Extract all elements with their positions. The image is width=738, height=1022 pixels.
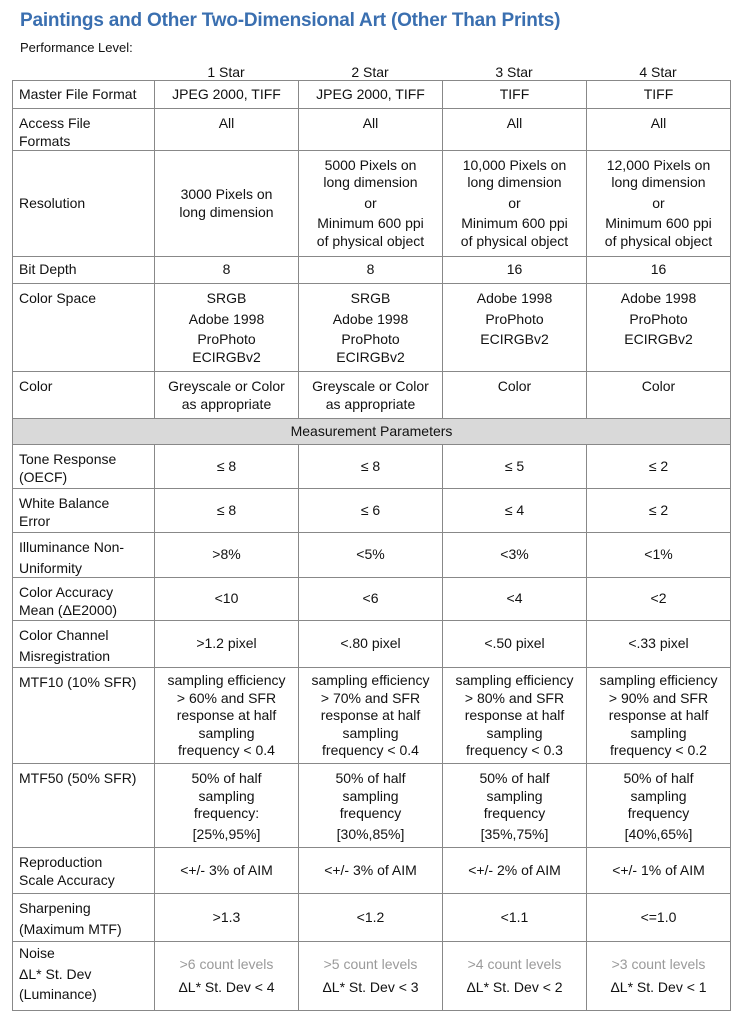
row-label-line: White Balance — [19, 495, 110, 511]
table-cell: JPEG 2000, TIFF — [299, 81, 443, 109]
table-cell: All — [443, 109, 587, 151]
cell-line: 3000 Pixels on — [180, 186, 273, 202]
cell-line: Greyscale or Color — [312, 378, 429, 394]
table-row-color-space — [13, 284, 731, 372]
row-label-line: ΔL* St. Dev — [19, 965, 92, 982]
row-label-line: (Luminance) — [19, 986, 97, 1002]
cell-line: 5000 Pixels on — [324, 156, 417, 173]
row-label — [13, 533, 155, 578]
cell-line: ECIRGBv2 — [624, 331, 693, 347]
cell-line: ECIRGBv2 — [192, 348, 261, 365]
performance-table — [12, 80, 731, 1011]
table-cell: 8 — [155, 257, 299, 284]
cell-line: > 90% and SFR — [608, 689, 709, 706]
table-cell: ≤ 4 — [443, 489, 587, 533]
table-cell: <6 — [299, 578, 443, 621]
cell-line: sampling — [342, 724, 399, 741]
cell-line: as appropriate — [181, 395, 272, 412]
row-label: Color Space — [13, 284, 155, 372]
table-row-color-accuracy — [13, 578, 731, 621]
cell-line: 50% of half — [623, 770, 694, 786]
row-label-line: Sharpening — [19, 900, 91, 916]
cell-line: ΔL* St. Dev < 4 — [178, 979, 275, 995]
cell-line: sampling — [630, 724, 687, 741]
table-cell: <4 — [443, 578, 587, 621]
table-cell — [443, 668, 587, 764]
table-row-noise — [13, 942, 731, 1011]
star-column-headers — [154, 64, 730, 80]
table-cell: ≤ 6 — [299, 489, 443, 533]
cell-line: sampling efficiency — [599, 672, 718, 688]
cell-line: sampling efficiency — [455, 672, 574, 688]
cell-line: 50% of half — [335, 770, 406, 786]
table-cell — [155, 668, 299, 764]
cell-line: frequency < 0.2 — [610, 742, 707, 758]
table-cell: 16 — [443, 257, 587, 284]
cell-line: [40%,65%] — [624, 825, 693, 842]
row-label — [13, 109, 155, 151]
table-cell — [587, 668, 731, 764]
table-cell: <5% — [299, 533, 443, 578]
cell-line: Adobe 1998 — [476, 290, 553, 306]
cell-line: of physical object — [316, 232, 425, 249]
table-row-tone-response — [13, 445, 731, 489]
table-cell: ≤ 8 — [155, 489, 299, 533]
cell-line: of physical object — [460, 232, 569, 249]
table-cell — [443, 764, 587, 848]
cell-line: long dimension — [323, 174, 418, 191]
row-label — [13, 578, 155, 621]
cell-line: ΔL* St. Dev < 3 — [322, 979, 419, 995]
count-levels: >3 count levels — [611, 955, 706, 972]
row-label-line: Scale Accuracy — [19, 871, 115, 888]
cell-line: 10,000 Pixels on — [462, 156, 567, 173]
table-cell: TIFF — [587, 81, 731, 109]
table-cell: >8% — [155, 533, 299, 578]
table-row-scale-accuracy — [13, 848, 731, 894]
table-cell: >1.2 pixel — [155, 621, 299, 668]
table-cell: ≤ 8 — [299, 445, 443, 489]
table-cell: Color — [443, 372, 587, 419]
cell-line: sampling — [342, 787, 399, 804]
cell-line: > 60% and SFR — [176, 689, 277, 706]
table-cell — [155, 942, 299, 1011]
table-cell — [587, 284, 731, 372]
table-row-mtf50 — [13, 764, 731, 848]
row-label-line: Color Channel — [19, 627, 109, 643]
table-cell — [587, 942, 731, 1011]
table-cell — [443, 284, 587, 372]
cell-line: Greyscale or Color — [168, 378, 285, 394]
row-label — [13, 848, 155, 894]
cell-line: SRGB — [206, 290, 247, 306]
cell-line: ProPhoto — [485, 310, 544, 327]
cell-line: ProPhoto — [629, 310, 688, 327]
table-cell — [587, 151, 731, 257]
cell-line: of physical object — [604, 232, 713, 249]
table-cell: <+/- 3% of AIM — [155, 848, 299, 894]
table-cell: JPEG 2000, TIFF — [155, 81, 299, 109]
table-cell: <.80 pixel — [299, 621, 443, 668]
cell-line: as appropriate — [325, 395, 416, 412]
cell-line: Minimum 600 ppi — [461, 215, 568, 232]
table-row-white-balance — [13, 489, 731, 533]
table-cell: >1.3 — [155, 894, 299, 942]
table-cell — [299, 284, 443, 372]
table-cell: <1.2 — [299, 894, 443, 942]
row-label: Bit Depth — [13, 257, 155, 284]
table-cell: 8 — [299, 257, 443, 284]
row-label: Resolution — [13, 151, 155, 257]
cell-line: Minimum 600 ppi — [605, 215, 712, 232]
table-cell: ≤ 5 — [443, 445, 587, 489]
cell-line: response at half — [176, 707, 277, 723]
count-levels: >5 count levels — [323, 955, 418, 972]
section-header-row — [13, 419, 731, 445]
table-cell: <10 — [155, 578, 299, 621]
table-cell — [299, 372, 443, 419]
cell-line: or — [364, 194, 377, 211]
table-cell: <2 — [587, 578, 731, 621]
cell-line: Adobe 1998 — [188, 310, 265, 327]
cell-line: response at half — [320, 707, 421, 723]
cell-line: ProPhoto — [197, 331, 256, 347]
table-cell — [443, 151, 587, 257]
row-label-line: Error — [19, 512, 51, 529]
table-cell — [299, 668, 443, 764]
cell-line: 50% of half — [479, 770, 550, 786]
table-cell: <1.1 — [443, 894, 587, 942]
table-cell — [299, 942, 443, 1011]
column-header-4-star: 4 Star — [639, 64, 677, 80]
cell-line: frequency < 0.4 — [178, 742, 275, 758]
cell-line: 50% of half — [191, 770, 262, 786]
table-cell: <1% — [587, 533, 731, 578]
row-label — [13, 621, 155, 668]
table-row-bit-depth — [13, 257, 731, 284]
table-row-mtf10 — [13, 668, 731, 764]
cell-line: ΔL* St. Dev < 2 — [466, 979, 563, 995]
cell-line: frequency — [627, 805, 690, 821]
table-cell — [155, 764, 299, 848]
table-cell: All — [587, 109, 731, 151]
performance-level-label: Performance Level: — [20, 40, 133, 55]
column-header-3-star: 3 Star — [495, 64, 533, 80]
cell-line: sampling — [198, 724, 255, 741]
table-cell: <+/- 3% of AIM — [299, 848, 443, 894]
table-cell: <=1.0 — [587, 894, 731, 942]
row-label-line: Noise — [19, 945, 55, 961]
table-cell: ≤ 2 — [587, 489, 731, 533]
cell-line: sampling — [198, 787, 255, 804]
cell-line: sampling efficiency — [167, 672, 286, 688]
cell-line: SRGB — [350, 290, 391, 306]
table-cell: All — [155, 109, 299, 151]
row-label-line: (OECF) — [19, 468, 68, 485]
cell-line: > 80% and SFR — [464, 689, 565, 706]
count-levels: >6 count levels — [179, 955, 274, 972]
table-cell: TIFF — [443, 81, 587, 109]
cell-line: frequency < 0.4 — [322, 742, 419, 758]
table-cell — [299, 151, 443, 257]
cell-line: or — [508, 194, 521, 211]
cell-line: > 70% and SFR — [320, 689, 421, 706]
row-label-line: Mean (ΔE2000) — [19, 601, 118, 618]
table-cell — [155, 284, 299, 372]
table-cell — [155, 151, 299, 257]
cell-line: sampling — [486, 724, 543, 741]
table-row-access-file-formats — [13, 109, 731, 151]
row-label — [13, 942, 155, 1011]
cell-line: [25%,95%] — [192, 825, 261, 842]
cell-line: or — [652, 194, 665, 211]
row-label-line: Misregistration — [19, 647, 111, 664]
cell-line: sampling efficiency — [311, 672, 430, 688]
cell-line: response at half — [608, 707, 709, 723]
cell-line: response at half — [464, 707, 565, 723]
column-header-2-star: 2 Star — [351, 64, 389, 80]
table-cell — [299, 764, 443, 848]
row-label: Master File Format — [13, 81, 155, 109]
section-header: Measurement Parameters — [13, 419, 731, 445]
cell-line: long dimension — [611, 174, 706, 191]
cell-line: Adobe 1998 — [332, 310, 409, 327]
table-cell: <3% — [443, 533, 587, 578]
cell-line: 12,000 Pixels on — [606, 156, 711, 173]
row-label — [13, 445, 155, 489]
row-label-line: Illuminance Non- — [19, 539, 125, 555]
row-label — [13, 894, 155, 942]
cell-line: frequency: — [193, 805, 260, 821]
cell-line: sampling — [486, 787, 543, 804]
cell-line: ECIRGBv2 — [336, 348, 405, 365]
row-label-line: Reproduction — [19, 854, 103, 870]
cell-line: frequency < 0.3 — [466, 742, 563, 758]
row-label-line: Formats — [19, 132, 71, 149]
cell-line: Adobe 1998 — [620, 290, 697, 306]
row-label-line: Access File — [19, 115, 91, 131]
table-row-sharpening — [13, 894, 731, 942]
row-label-line: Color Accuracy — [19, 584, 114, 600]
cell-line: sampling — [630, 787, 687, 804]
cell-line: frequency — [483, 805, 546, 821]
table-row-master-file-format — [13, 81, 731, 109]
table-cell — [155, 372, 299, 419]
cell-line: long dimension — [467, 174, 562, 191]
count-levels: >4 count levels — [467, 955, 562, 972]
table-cell: All — [299, 109, 443, 151]
row-label-line: Tone Response — [19, 451, 117, 467]
row-label: MTF50 (50% SFR) — [13, 764, 155, 848]
table-cell — [443, 942, 587, 1011]
table-cell: <.50 pixel — [443, 621, 587, 668]
table-cell — [587, 764, 731, 848]
table-cell: Color — [587, 372, 731, 419]
cell-line: long dimension — [179, 203, 274, 220]
table-cell: <+/- 1% of AIM — [587, 848, 731, 894]
cell-line: [30%,85%] — [336, 825, 405, 842]
table-cell: ≤ 8 — [155, 445, 299, 489]
table-cell: 16 — [587, 257, 731, 284]
row-label-line: (Maximum MTF) — [19, 920, 122, 937]
table-cell: ≤ 2 — [587, 445, 731, 489]
table-row-color — [13, 372, 731, 419]
cell-line: ECIRGBv2 — [480, 331, 549, 347]
row-label: MTF10 (10% SFR) — [13, 668, 155, 764]
table-row-channel-misregistration — [13, 621, 731, 668]
table-cell: <+/- 2% of AIM — [443, 848, 587, 894]
cell-line: ProPhoto — [341, 331, 400, 347]
cell-line: [35%,75%] — [480, 825, 549, 842]
cell-line: ΔL* St. Dev < 1 — [610, 979, 707, 995]
row-label — [13, 489, 155, 533]
row-label-line: Uniformity — [19, 559, 83, 576]
table-row-illuminance — [13, 533, 731, 578]
column-header-1-star: 1 Star — [207, 64, 245, 80]
cell-line: frequency — [339, 805, 402, 821]
page-title: Paintings and Other Two-Dimensional Art (Other Than Prints) — [20, 10, 561, 31]
table-row-resolution — [13, 151, 731, 257]
cell-line: Minimum 600 ppi — [317, 215, 424, 232]
table-cell: <.33 pixel — [587, 621, 731, 668]
row-label: Color — [13, 372, 155, 419]
